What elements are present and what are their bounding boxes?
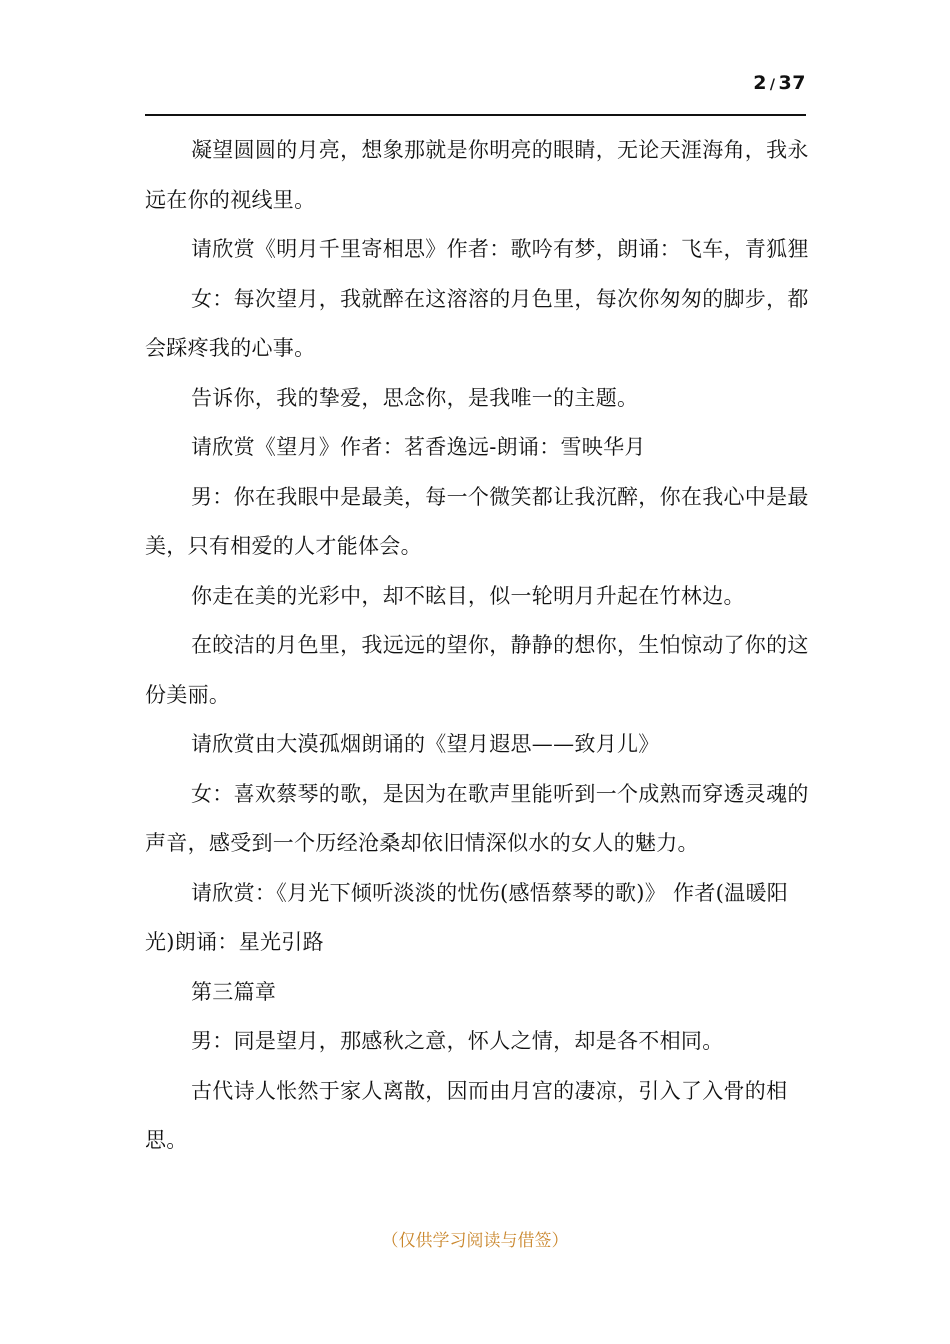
paragraph: 在皎洁的月色里，我远远的望你，静静的想你，生怕惊动了你的这份美丽。 [145,633,809,707]
paragraph: 请欣赏：《月光下倾听淡淡的忧伤(感悟蔡琴的歌)》 作者(温暖阳光)朗诵：星光引路 [145,880,789,954]
page-number [753,72,806,94]
paragraph: 女：喜欢蔡琴的歌，是因为在歌声里能听到一个成熟而穿透灵魂的声音，感受到一个历经沧桑却依旧情深似水的女人的魅力。 [145,781,809,855]
paragraph: 古代诗人怅然于家人离散，因而由月宫的凄凉，引入了入骨的相思。 [145,1078,788,1152]
paragraph: 请欣赏《望月》作者：茗香逸远-朗诵：雪映华月 [191,435,646,459]
section-heading: 第三篇章 [191,979,277,1004]
footer-note: （仅供学习阅读与借签） [381,1231,569,1251]
paragraph: 请欣赏《明月千里寄相思》作者：歌吟有梦，朗诵：飞车，青狐狸 [191,237,809,261]
page-separator: / [769,77,776,93]
document-body [145,126,815,1166]
paragraph: 男：同是望月，那感秋之意，怀人之情，却是各不相同。 [191,1029,724,1053]
page-total: 37 [778,72,806,94]
page-current: 2 [753,72,767,94]
paragraph: 你走在美的光彩中，却不眩目，似一轮明月升起在竹林边。 [191,583,745,608]
paragraph: 请欣赏由大漠孤烟朗诵的《望月遐思——致月儿》 [191,732,660,756]
page-header [145,60,806,116]
paragraph: 告诉你，我的挚爱，思念你，是我唯一的主题。 [191,385,639,410]
paragraph: 女：每次望月，我就醉在这溶溶的月色里，每次你匆匆的脚步，都会踩疼我的心事。 [145,286,809,360]
paragraph: 男：你在我眼中是最美，每一个微笑都让我沉醉，你在我心中是最美，只有相爱的人才能体会。 [145,484,809,558]
paragraph: 凝望圆圆的月亮，想象那就是你明亮的眼睛，无论天涯海角，我永远在你的视线里。 [145,138,809,212]
